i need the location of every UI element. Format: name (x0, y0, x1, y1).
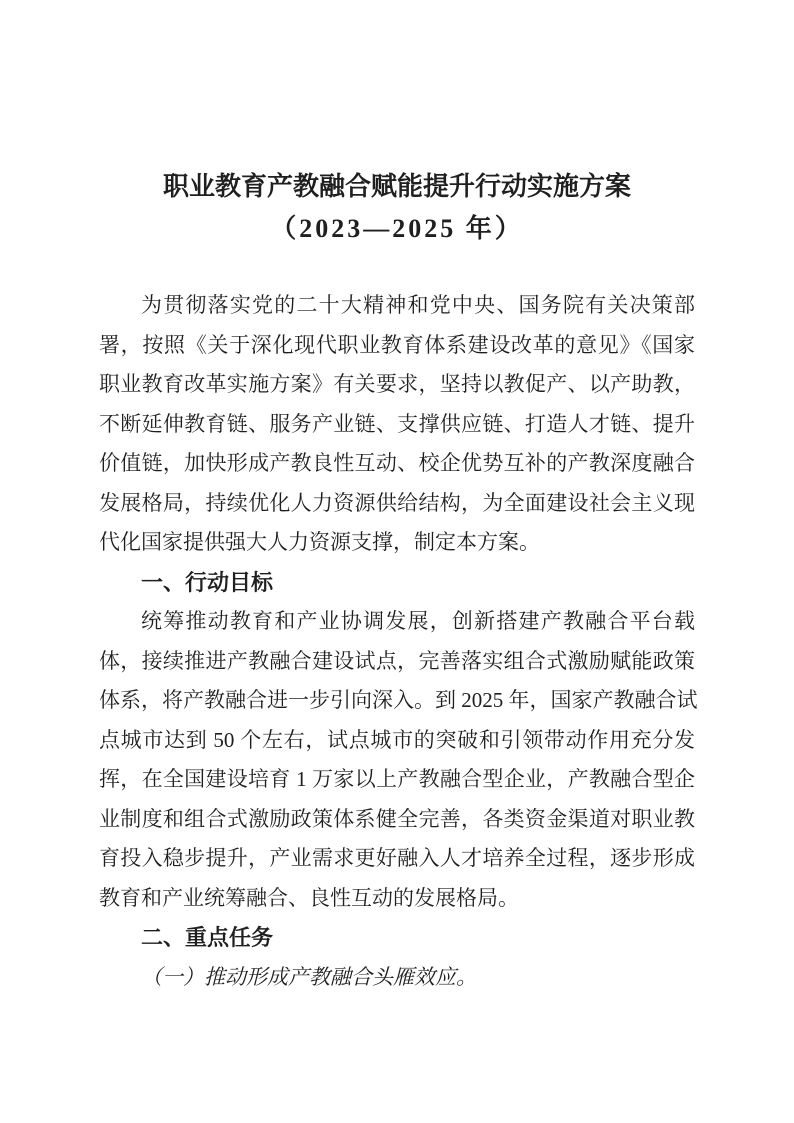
document-title: 职业教育产教融合赋能提升行动实施方案 (162, 172, 631, 201)
intro-paragraph-line: 为贯彻落实党的二十大精神和党中央、国务院有关决策部 (141, 293, 695, 317)
intro-paragraph-line: 代化国家提供强大人力资源支撑，制定本方案。 (99, 530, 540, 554)
goals-paragraph-line: 业制度和组合式激励政策体系健全完善，各类资金渠道对职业教 (99, 806, 695, 831)
goals-paragraph-line: 体，接续推进产教融合建设试点，完善落实组合式激励赋能政策 (99, 648, 695, 673)
goals-paragraph-line: 育投入稳步提升，产业需求更好融入人才培养全过程，逐步形成 (99, 846, 695, 870)
intro-paragraph-line: 价值链，加快形成产教良性互动、校企优势互补的产教深度融合 (99, 451, 695, 475)
goals-paragraph-line: 统筹推动教育和产业协调发展，创新搭建产教融合平台载 (141, 609, 695, 633)
intro-paragraph-line: 不断延伸教育链、服务产业链、支撑供应链、打造人才链、提升 (99, 411, 695, 436)
goals-paragraph-line: 体系，将产教融合进一步引向深入。到 2025 年，国家产教融合试 (99, 688, 698, 712)
document-subtitle-years: （2023—2025 年） (270, 214, 524, 243)
intro-paragraph-line: 署，按照《关于深化现代职业教育体系建设改革的意见》《国家 (99, 332, 695, 357)
page-content (99, 166, 698, 997)
section-heading-key-tasks: 二、重点任务 (141, 925, 274, 950)
goals-paragraph-line: 点城市达到 50 个左右，试点城市的突破和引领带动作用充分发 (99, 727, 695, 752)
intro-paragraph-line: 职业教育改革实施方案》有关要求，坚持以教促产、以产助教， (99, 372, 695, 396)
intro-paragraph-line: 发展格局，持续优化人力资源供给结构，为全面建设社会主义现 (99, 490, 695, 515)
subsection-heading-head-goose-effect: （一）推动形成产教融合头雁效应。 (141, 964, 477, 989)
section-heading-action-goals: 一、行动目标 (141, 569, 274, 595)
goals-paragraph-line: 教育和产业统筹融合、良性互动的发展格局。 (99, 885, 519, 910)
goals-paragraph-line: 挥，在全国建设培育 1 万家以上产教融合型企业，产教融合型企 (99, 767, 695, 791)
document-body (99, 286, 698, 997)
